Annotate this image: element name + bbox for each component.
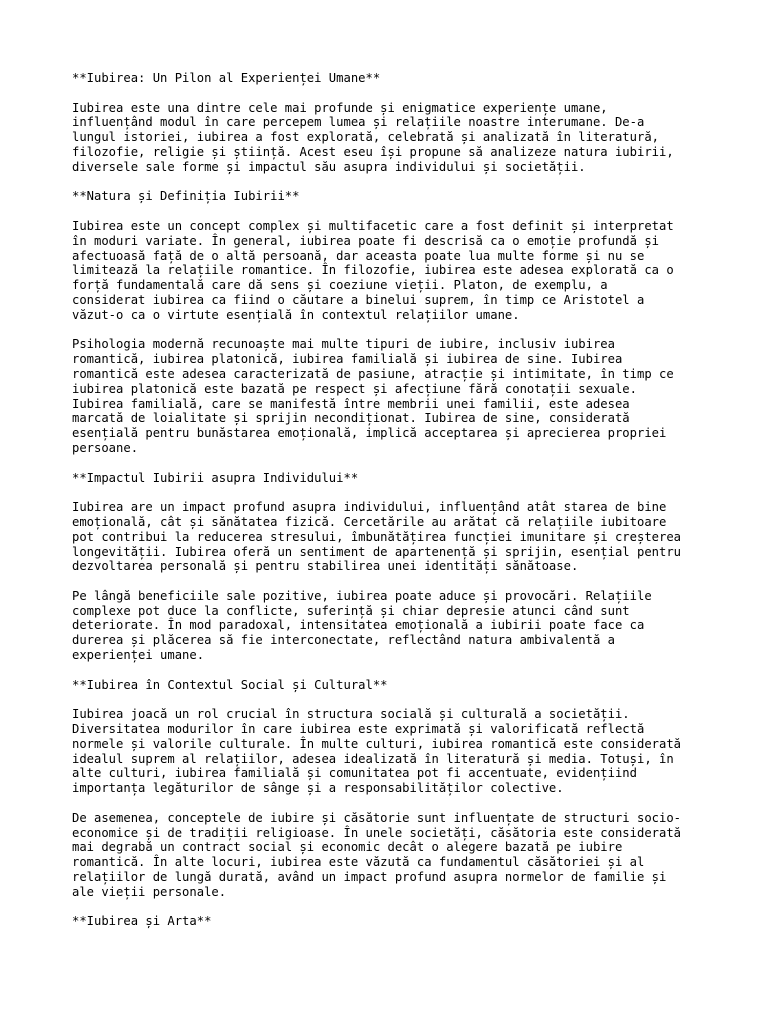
text-line: mai degrabă un contract social și economic decât o alegere bazată pe iubire [72,840,623,855]
text-line: experienței umane. [72,648,205,663]
text-line: emoțională, cât și sănătatea fizică. Cercetările au arătat că relațiile iubitoare [72,514,667,529]
paragraph-spacer [72,485,712,500]
text-line: esențială pentru bunăstarea emoțională, implică acceptarea și aprecierea propriei [72,426,667,441]
text-line: Pe lângă beneficiile sale pozitive, iubirea poate aduce și provocări. Relațiile [72,588,652,603]
text-line: văzut-o ca o virtute esențială în contextul relațiilor umane. [72,307,520,322]
text-line: romantică, iubirea platonică, iubirea familială și iubirea de sine. Iubirea [72,352,623,367]
text-line: influențând modul în care percepem lumea și relațiile noastre interumane. De-a [72,115,645,130]
heading-text: **Iubirea și Arta** [72,914,212,929]
title-heading [72,71,712,86]
text-line: persoane. [72,440,139,455]
social-paragraph-1 [72,707,712,796]
text-line: Psihologia modernă recunoaște mai multe tipuri de iubire, inclusiv iubirea [72,337,615,352]
text-line: Iubirea familială, care se manifestă între membrii unei familii, este adesea [72,396,630,411]
text-line: complexe pot duce la conflicte, suferință și chiar depresie atunci când sunt [72,603,630,618]
text-line: dezvoltarea personală și pentru stabilirea unei identități sănătoase. [72,559,579,574]
text-line: normele și valorile culturale. În multe culturi, iubirea romantică este considerată [72,736,682,751]
text-line: idealul suprem al relațiilor, adesea idealizată în literatură și media. Totuși, în [72,751,674,766]
impact-paragraph-1 [72,500,712,574]
paragraph-spacer [72,323,712,338]
section-heading-impact [72,471,712,486]
text-line: Iubirea este una dintre cele mai profunde și enigmatice experiențe umane, [72,100,608,115]
paragraph-spacer [72,663,712,678]
text-line: alte culturi, iubirea familială și comunitatea pot fi accentuate, evidențiind [72,766,637,781]
text-line: considerat iubirea ca fiind o căutare a binelui suprem, în timp ce Aristotel a [72,292,645,307]
text-line: durerea și plăcerea să fie interconectate, reflectând natura ambivalentă a [72,633,615,648]
text-line: romantică este adesea caracterizată de pasiune, atracție și intimitate, în timp ce [72,366,674,381]
text-line: Iubirea are un impact profund asupra individului, influențând atât starea de bine [72,500,667,515]
text-line: longevității. Iubirea oferă un sentiment de apartenență și sprijin, esențial pentru [72,544,682,559]
natura-paragraph-2 [72,337,712,455]
text-line: importanța legăturilor de sânge și a responsabilităților colective. [72,781,564,796]
text-line: marcată de loialitate și sprijin necondiționat. Iubirea de sine, considerată [72,411,630,426]
text-line: Diversitatea modurilor în care iubirea este exprimată și valorificată reflectă [72,722,645,737]
text-line: diversele sale forme și impactul său asupra individului și societății. [72,159,586,174]
paragraph-spacer [72,692,712,707]
text-line: forță fundamentală care dă sens și coeziune vieții. Platon, de exemplu, a [72,278,608,293]
text-line: ale vieții personale. [72,884,227,899]
text-line: economice și de tradiții religioase. În unele societăți, căsătoria este considerată [72,825,682,840]
section-heading-social [72,678,712,693]
paragraph-spacer [72,796,712,811]
text-line: în moduri variate. În general, iubirea poate fi descrisă ca o emoție profundă și [72,233,659,248]
paragraph-spacer [72,574,712,589]
social-paragraph-2 [72,811,712,900]
paragraph-spacer [72,900,712,915]
natura-paragraph-1 [72,219,712,323]
heading-text: **Iubirea în Contextul Social și Cultural** [72,677,388,692]
text-line: pot contribui la reducerea stresului, îmbunătățirea funcției imunitare și creșterea [72,529,682,544]
section-heading-natura [72,189,712,204]
heading-text: **Natura și Definiția Iubirii** [72,189,300,204]
text-line: lungul istoriei, iubirea a fost explorată, celebrată și analizată în literatură, [72,130,659,145]
text-line: afectuoasă față de o altă persoană, dar aceasta poate lua multe forme și nu se [72,248,645,263]
paragraph-spacer [72,456,712,471]
heading-text: **Impactul Iubirii asupra Individului** [72,470,359,485]
text-line: Iubirea joacă un rol crucial în structura socială și culturală a societății. [72,707,630,722]
document-page [72,71,712,929]
intro-paragraph [72,101,712,175]
text-line: Iubirea este un concept complex și multifacetic care a fost definit și interpretat [72,218,674,233]
text-line: De asemenea, conceptele de iubire și căsătorie sunt influențate de structuri socio- [72,810,682,825]
heading-text: **Iubirea: Un Pilon al Experienței Umane** [72,71,381,85]
text-line: deteriorate. În mod paradoxal, intensitatea emoțională a iubirii poate face ca [72,618,645,633]
text-line: relațiilor de lungă durată, având un impact profund asupra normelor de familie și [72,870,667,885]
impact-paragraph-2 [72,589,712,663]
text-line: iubirea platonică este bazată pe respect și afecțiune fără conotații sexuale. [72,381,637,396]
text-line: filozofie, religie și știință. Acest eseu își propune să analizeze natura iubirii, [72,144,674,159]
section-heading-arta [72,914,712,929]
text-line: limitează la relațiile romantice. În filozofie, iubirea este adesea explorată ca o [72,263,674,278]
paragraph-spacer [72,86,712,101]
text-line: romantică. În alte locuri, iubirea este văzută ca fundamentul căsătoriei și al [72,855,645,870]
paragraph-spacer [72,175,712,190]
paragraph-spacer [72,204,712,219]
